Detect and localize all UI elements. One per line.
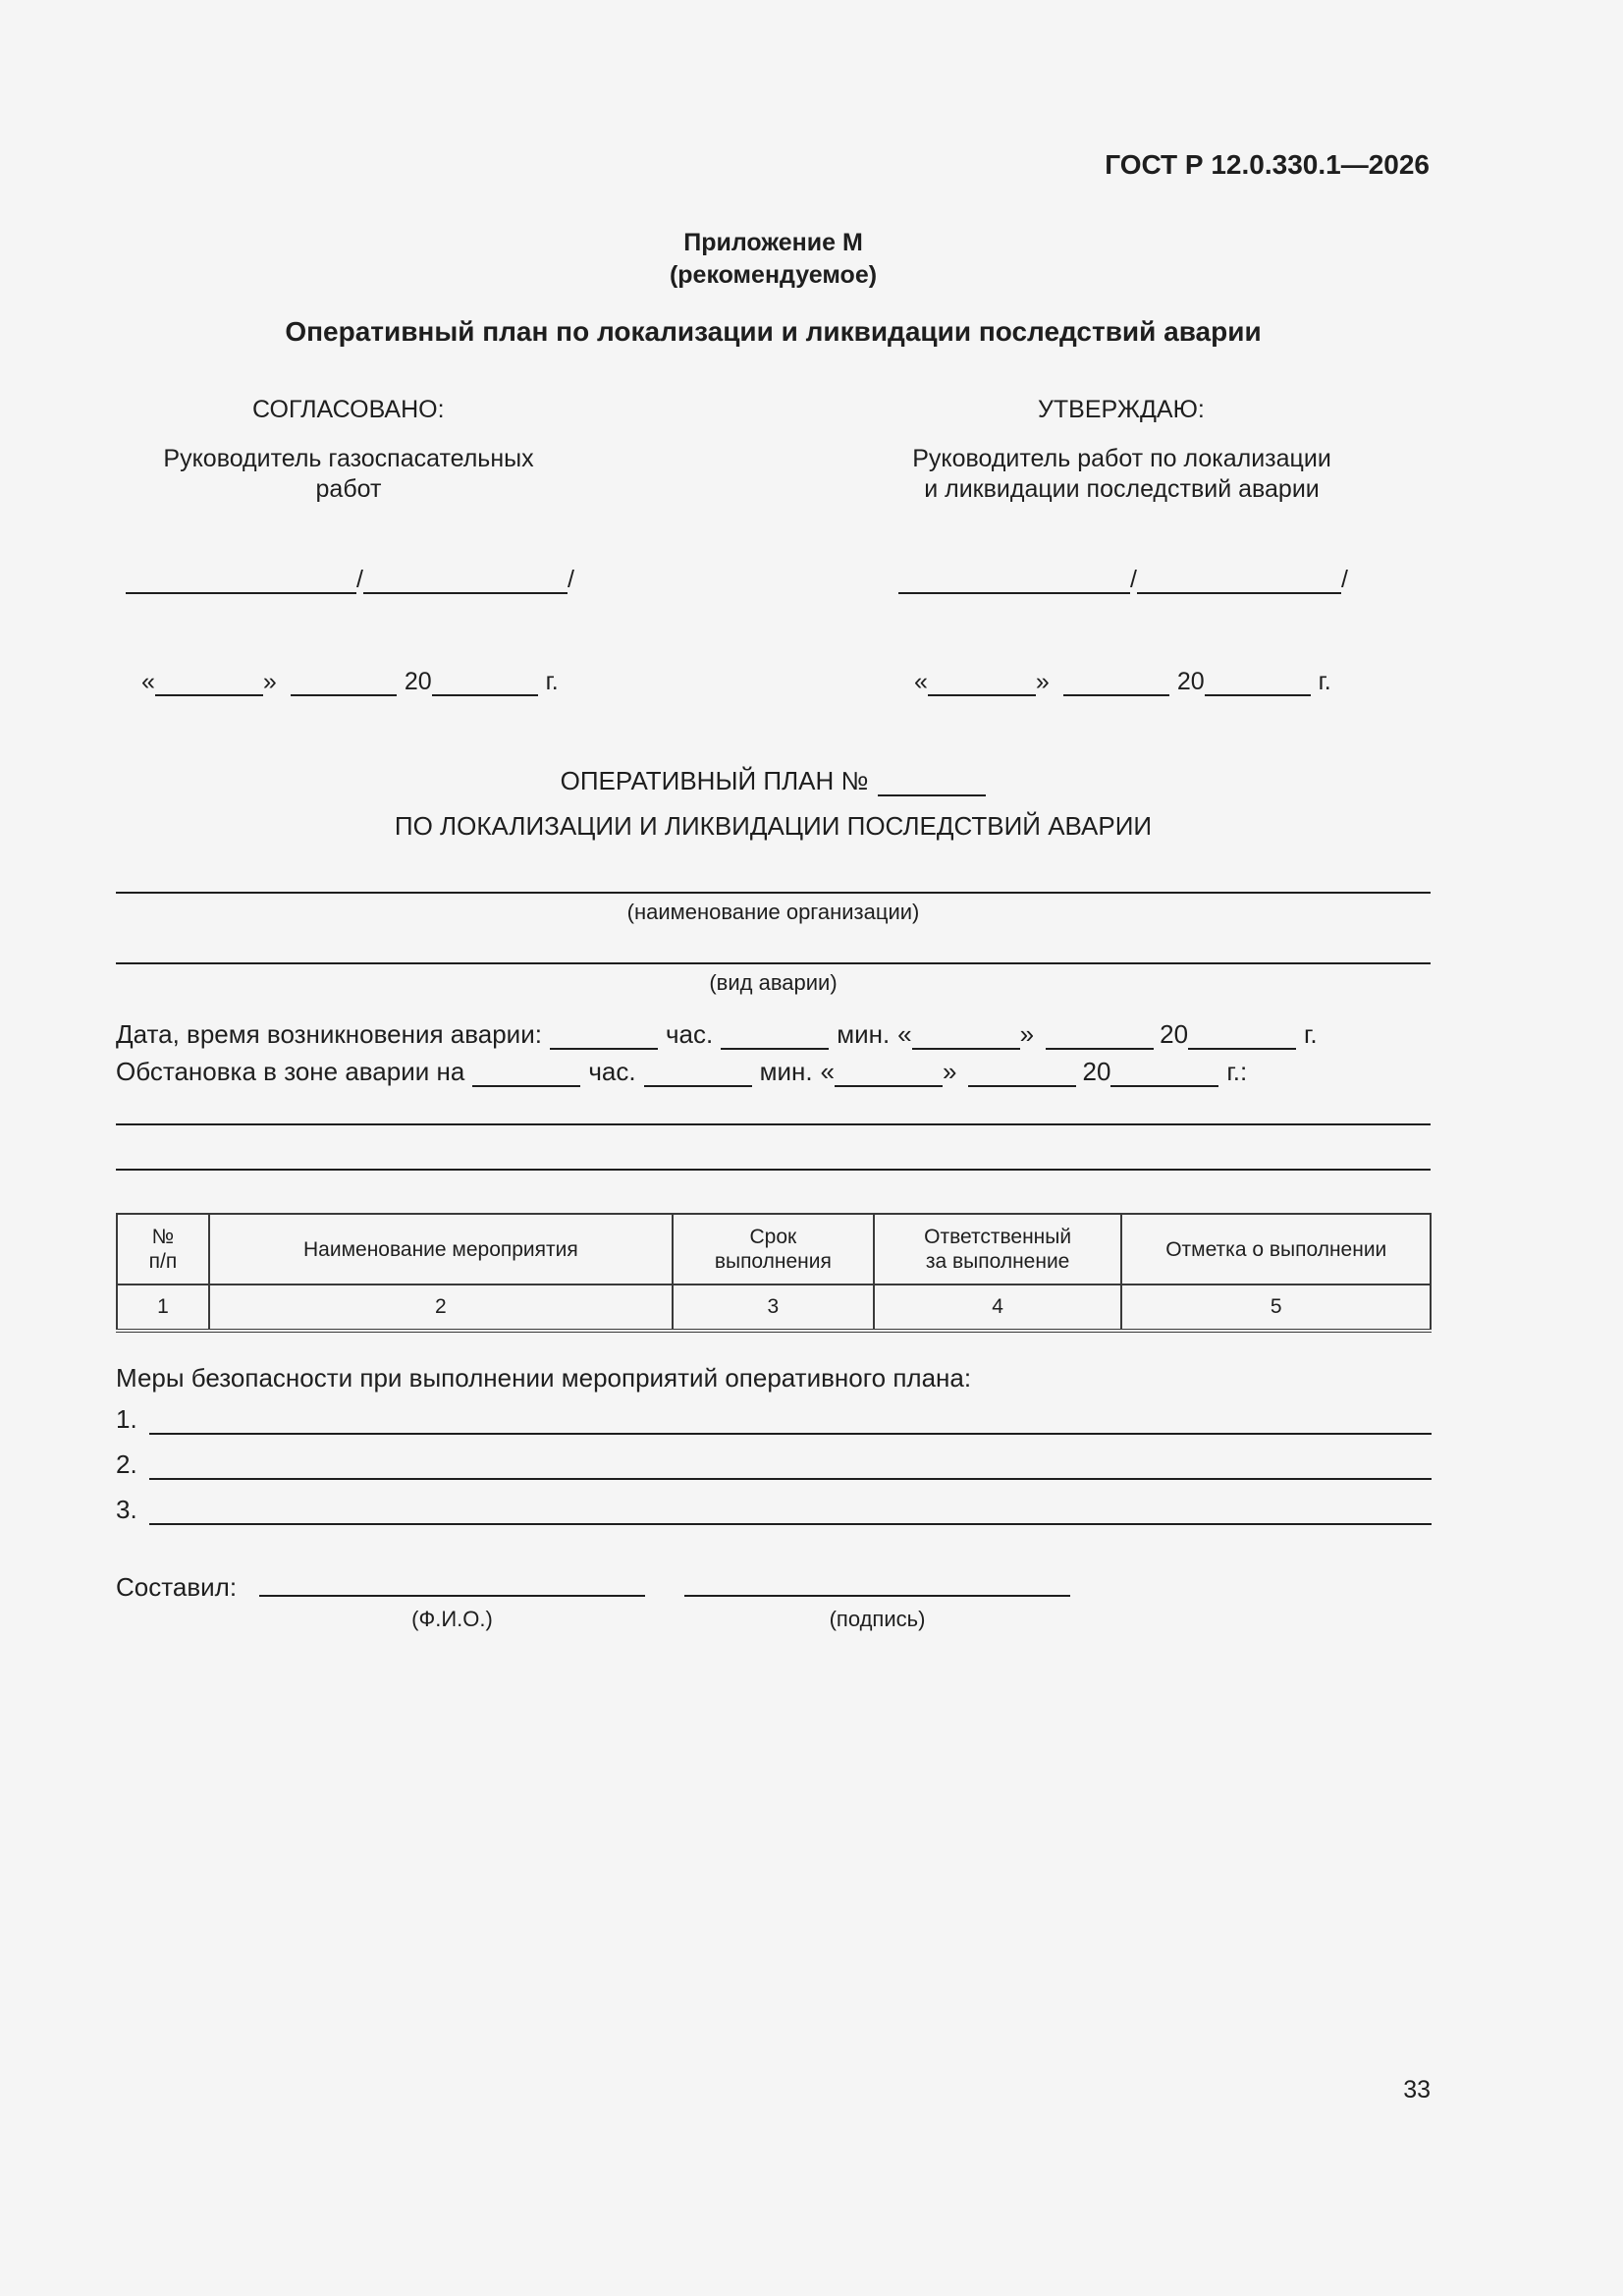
measure-number: 2. — [116, 1449, 137, 1479]
accident-type-line[interactable] — [116, 962, 1431, 964]
measure-number: 3. — [116, 1495, 137, 1524]
hour-label: час. — [588, 1057, 636, 1086]
month-blank[interactable] — [968, 1062, 1076, 1087]
approve-label: УТВЕРЖДАЮ: — [1038, 396, 1205, 423]
slash: / — [1340, 566, 1348, 593]
day-blank[interactable] — [912, 1024, 1020, 1050]
accident-type-caption: (вид аварии) — [709, 970, 838, 995]
plan-table — [116, 1213, 1432, 1333]
quote-close: » — [1019, 1019, 1035, 1049]
day-blank[interactable] — [155, 671, 263, 696]
quote-close: » — [943, 1057, 957, 1086]
page-number: 33 — [1403, 2076, 1431, 2104]
table-cell: 4 — [874, 1285, 1122, 1331]
minute-blank[interactable] — [644, 1062, 752, 1087]
measures-title: Меры безопасности при выполнении мероприятий оперативного плана: — [116, 1363, 972, 1393]
appendix-title: Приложение М — [683, 229, 863, 256]
table-header-row — [117, 1214, 1431, 1285]
approve-role-line1: Руководитель работ по локализации — [912, 445, 1331, 472]
occurrence-label: Дата, время возникновения аварии: — [116, 1019, 542, 1049]
appendix-type: (рекомендуемое) — [669, 261, 878, 289]
table-cell: 1 — [117, 1285, 209, 1331]
year-suffix: г. — [1304, 1019, 1318, 1049]
quote-open: « — [141, 668, 155, 695]
year-blank[interactable] — [1188, 1024, 1296, 1050]
year-blank[interactable] — [432, 671, 538, 696]
hour-label: час. — [665, 1019, 714, 1049]
agreed-date-line — [141, 668, 559, 696]
compiled-label: Составил: — [116, 1572, 238, 1602]
quote-open: « — [897, 1019, 912, 1049]
situation-label: Обстановка в зоне аварии на — [116, 1057, 465, 1086]
agreed-signature-blank[interactable] — [126, 569, 356, 594]
quote-close: » — [262, 668, 277, 695]
slash: / — [356, 566, 363, 593]
agreed-role-line2: работ — [315, 475, 382, 503]
year-suffix: г. — [545, 668, 559, 695]
minute-label: мин. — [759, 1057, 813, 1086]
month-blank[interactable] — [1046, 1024, 1154, 1050]
year-prefix: 20 — [404, 668, 432, 695]
table-cell: 5 — [1121, 1285, 1431, 1331]
minute-label: мин. — [837, 1019, 891, 1049]
col-completion-header: Отметка о выполнении — [1121, 1214, 1431, 1285]
hour-blank[interactable] — [550, 1024, 658, 1050]
approve-signature-line — [898, 566, 1348, 594]
plan-number-blank[interactable] — [878, 771, 986, 796]
agreed-role — [147, 444, 550, 505]
agreed-role-line1: Руководитель газоспасательных — [163, 445, 534, 472]
approve-signature-blank[interactable] — [898, 569, 1130, 594]
table-row — [117, 1285, 1431, 1331]
appendix-heading — [0, 227, 1546, 292]
fio-line[interactable] — [259, 1595, 645, 1597]
day-blank[interactable] — [928, 671, 1036, 696]
approve-role — [884, 444, 1360, 505]
col-deadline-header: Срок выполнения — [673, 1214, 874, 1285]
month-blank[interactable] — [1063, 671, 1169, 696]
slash: / — [1130, 566, 1137, 593]
agreed-label: СОГЛАСОВАНО: — [252, 396, 445, 423]
quote-open: « — [820, 1057, 836, 1086]
situation-row — [116, 1057, 1247, 1087]
year-suffix: г. — [1318, 668, 1331, 695]
plan-number-line — [0, 766, 1546, 796]
col-responsible-header: Ответственный за выполнение — [874, 1214, 1122, 1285]
situation-line-1[interactable] — [116, 1123, 1431, 1125]
measure-item — [116, 1404, 1432, 1435]
measure-line[interactable] — [149, 1452, 1432, 1480]
measure-line[interactable] — [149, 1498, 1432, 1525]
year-prefix: 20 — [1160, 1019, 1189, 1049]
year-blank[interactable] — [1110, 1062, 1218, 1087]
year-blank[interactable] — [1205, 671, 1311, 696]
main-title: Оперативный план по локализации и ликвидации последствий аварии — [285, 316, 1262, 347]
year-prefix: 20 — [1176, 668, 1205, 695]
plan-title: ОПЕРАТИВНЫЙ ПЛАН № — [560, 766, 869, 795]
situation-line-2[interactable] — [116, 1169, 1431, 1171]
day-blank[interactable] — [835, 1062, 943, 1087]
agreed-signature-line — [126, 566, 574, 594]
measure-number: 1. — [116, 1404, 137, 1434]
document-code: ГОСТ Р 12.0.330.1—2026 — [1105, 149, 1430, 180]
quote-close: » — [1035, 668, 1050, 695]
year-prefix: 20 — [1082, 1057, 1111, 1086]
organization-caption: (наименование организации) — [626, 900, 920, 924]
plan-subtitle: ПО ЛОКАЛИЗАЦИИ И ЛИКВИДАЦИИ ПОСЛЕДСТВИЙ АВАРИИ — [394, 811, 1153, 841]
occurrence-row — [116, 1019, 1318, 1050]
fio-caption: (Ф.И.О.) — [411, 1607, 493, 1631]
year-suffix: г.: — [1226, 1057, 1248, 1086]
col-activity-header: Наименование мероприятия — [209, 1214, 673, 1285]
col-number-header: № п/п — [117, 1214, 209, 1285]
minute-blank[interactable] — [721, 1024, 829, 1050]
approve-name-blank[interactable] — [1137, 569, 1341, 594]
measure-item — [116, 1495, 1432, 1525]
approve-role-line2: и ликвидации последствий аварии — [924, 475, 1320, 503]
table-cell: 3 — [673, 1285, 874, 1331]
hour-blank[interactable] — [472, 1062, 580, 1087]
signature-line[interactable] — [684, 1595, 1070, 1597]
table-cell: 2 — [209, 1285, 673, 1331]
slash: / — [567, 566, 574, 593]
organization-line[interactable] — [116, 892, 1431, 894]
approve-date-line — [914, 668, 1331, 696]
signature-caption: (подпись) — [829, 1607, 926, 1631]
month-blank[interactable] — [291, 671, 397, 696]
agreed-name-blank[interactable] — [363, 569, 568, 594]
measure-line[interactable] — [149, 1407, 1432, 1435]
measure-item — [116, 1449, 1432, 1480]
quote-open: « — [914, 668, 928, 695]
